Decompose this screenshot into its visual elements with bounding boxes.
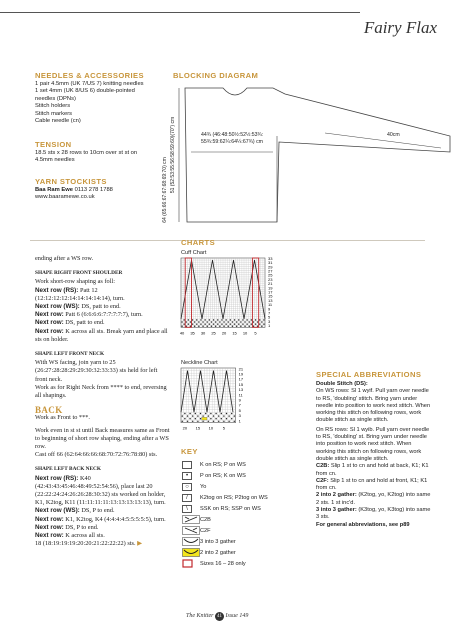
purl-dot <box>249 321 250 322</box>
purl-dot <box>215 413 216 414</box>
row-text: 18 (18:19:19:19:20:20:21:22:22:22) sts. <box>35 540 136 548</box>
general-abbrev-link: For general abbreviations, see p89 <box>316 521 410 528</box>
ds-rs-text: On RS rows: Sl 1 wyib. Pull yarn over needle to RS, 'doubling' st. Bring yarn under needle into position to work next stitch. When working this stitch on following rows, work double stitch as single stitch. <box>316 426 430 462</box>
ds-ws-text: On WS rows: Sl 1 wyif. Pull yarn over needle to RS, 'doubling' stitch. Bring yarn under needle into position to work next stitch. When working this stitch on following rows, work double stitch as single stitch. <box>316 388 431 424</box>
instruction-text: With WS facing, join yarn to 25 (26:27:28:28:29:29:30:32:33:33) sts held for left front neck. <box>35 359 158 383</box>
col-label: 40 <box>179 330 185 336</box>
purl-dot <box>213 415 214 416</box>
purl-dot <box>213 421 214 422</box>
purl-dot <box>196 323 197 324</box>
purl-dot <box>213 319 214 320</box>
row-label: 21 <box>268 281 273 287</box>
blocking-diagram <box>165 80 450 230</box>
chart-grid <box>181 368 236 423</box>
c2b-cable-icon <box>182 515 200 524</box>
instruction-row <box>35 287 170 303</box>
purl-dot <box>228 326 229 327</box>
key-label: Yo <box>200 483 207 490</box>
purl-dot <box>236 321 237 322</box>
purl-dot <box>232 321 233 322</box>
row-label: 7 <box>268 310 271 316</box>
instructions-column <box>35 255 170 549</box>
purl-dot <box>195 418 196 419</box>
footer-magazine: The Knitter <box>186 613 214 619</box>
purl-dot <box>190 321 191 322</box>
instruction-row <box>35 524 170 532</box>
purl-dot <box>196 319 197 320</box>
purl-dot <box>223 415 224 416</box>
footer-issue: Issue 149 <box>225 613 249 619</box>
key-label: P on RS; K on WS <box>200 472 246 479</box>
row-label: 5 <box>268 314 271 320</box>
purl-dot <box>242 323 243 324</box>
purl-dot <box>226 418 227 419</box>
abbrev-heading: SPECIAL ABBREVIATIONS <box>316 370 422 379</box>
intro-text: ending after a WS row. <box>35 255 94 262</box>
shape-left-neck-heading: SHAPE LEFT FRONT NECK <box>35 351 105 358</box>
purl-dot <box>234 415 235 416</box>
purl-dot <box>219 321 220 322</box>
stockists-text <box>35 187 165 202</box>
purl-dot <box>259 319 260 320</box>
purl-dot <box>189 413 190 414</box>
purl-dot <box>181 321 182 322</box>
purl-dot <box>232 326 233 327</box>
row-label: Next row (RS): <box>35 474 79 482</box>
purl-dot <box>202 326 203 327</box>
key-item <box>182 459 312 470</box>
instruction-row <box>35 328 170 344</box>
sweater-outline <box>185 88 450 222</box>
chest-label-a: 44¾ (46:48:50½:52½:53¾: <box>201 132 264 138</box>
purl-dot <box>207 321 208 322</box>
g3-text: (K3tog, yo, K3tog) into same 3 sts. <box>316 507 431 521</box>
chart-grid <box>181 258 265 327</box>
instruction-text: Work as for Right Neck from **** to end, reversing all shapings. <box>35 383 167 400</box>
red-outline-icon <box>182 559 200 568</box>
col-label: 15 <box>195 425 201 431</box>
purl-dot <box>253 326 254 327</box>
purl-dot <box>182 415 183 416</box>
purl-dot <box>228 421 229 422</box>
purl-dot <box>210 418 211 419</box>
col-label: 30 <box>200 330 206 336</box>
purl-dot <box>251 319 252 320</box>
stockist-web[interactable]: www.baaramewe.co.uk <box>35 194 95 201</box>
row-label: Next row (RS): <box>35 286 79 294</box>
col-label: 5 <box>222 425 226 431</box>
row-label: 13 <box>268 297 273 303</box>
purl-dot <box>208 421 209 422</box>
tension-text <box>35 150 165 165</box>
key-label: 2 into 2 gather <box>200 549 236 556</box>
purl-dot <box>202 321 203 322</box>
purl-dot <box>234 319 235 320</box>
instruction-row <box>35 319 170 327</box>
needles-line: Stitch holders <box>35 103 71 110</box>
instruction-text: Work as Front to ***. <box>35 414 90 422</box>
key-item <box>182 514 312 525</box>
purl-dot <box>207 326 208 327</box>
row-label: 15 <box>268 293 273 299</box>
purl-dot <box>263 323 264 324</box>
chest-label-b: 55¾:59:62¼:64¼:67¾) cm <box>201 139 264 145</box>
purl-dot <box>184 413 185 414</box>
row-label: Next row (WS): <box>35 507 80 515</box>
purl-dot <box>197 415 198 416</box>
key-heading: KEY <box>181 447 198 456</box>
key-item <box>182 525 312 536</box>
row-label: 15 <box>238 381 244 387</box>
key-item <box>182 481 312 492</box>
purl-dot <box>188 323 189 324</box>
purl-dot <box>223 421 224 422</box>
purl-dot <box>251 323 252 324</box>
purl-dot <box>204 323 205 324</box>
purl-dot <box>213 323 214 324</box>
row-text: K40 (42:43:43:45:46:48:49:52:54:56), place last 20 (22:22:24:24:26:26:28:30:32) sts worked on holder, K1, K2tog, K11 (11:11:11:11:13:13:13:13:13), turn. <box>35 474 166 507</box>
tension-line: 18.5 sts x 28 rows to 10cm over st st on <box>35 150 138 156</box>
c2b-label: C2B: <box>316 463 330 470</box>
row-label: 33 <box>268 255 273 261</box>
col-label: 20 <box>221 330 227 336</box>
instruction-row <box>35 540 170 548</box>
page-title: Fairy Flax <box>363 18 437 37</box>
purl-dot <box>183 323 184 324</box>
purl-dot <box>209 319 210 320</box>
purl-dot <box>257 326 258 327</box>
needles-line: 1 set 4mm (UK 8/US 6) double-pointed <box>35 88 135 95</box>
needles-line: 1 pair 4.5mm (UK 7/US 7) knitting needles <box>35 81 144 87</box>
purl-dot <box>195 413 196 414</box>
row-text: DS, patt to end. <box>79 303 121 311</box>
key-label: K2tog on RS; P2tog on WS <box>200 494 268 501</box>
instruction-row <box>35 507 170 515</box>
purl-dot <box>221 418 222 419</box>
purl-dot <box>234 421 235 422</box>
key-label: SSK on RS; SSP on WS <box>200 505 261 512</box>
instruction-row <box>35 475 170 508</box>
needles-line: Cable needle (cn) <box>35 118 81 125</box>
c2f-cable-icon <box>182 526 200 535</box>
col-label: 25 <box>211 330 216 336</box>
purl-dot <box>187 415 188 416</box>
c2f-label: C2F: <box>316 477 329 484</box>
continue-arrow-icon: ▶ <box>137 540 142 548</box>
purl-dot <box>208 415 209 416</box>
gather-3-icon <box>182 537 200 546</box>
row-label: 23 <box>268 276 273 282</box>
g2-text: (K2tog, yo, K2tog) into same 2 sts. 1 st inc'd. <box>316 492 431 506</box>
neckline-chart <box>181 368 311 434</box>
footer <box>186 612 248 621</box>
key-item <box>182 558 312 569</box>
row-label: 3 <box>238 413 241 419</box>
purl-dot <box>236 326 237 327</box>
purl-dot <box>188 319 189 320</box>
ds-heading: Double Stitch (DS): <box>316 381 368 387</box>
purl-dot <box>261 326 262 327</box>
purl-dot <box>255 319 256 320</box>
purl-dot <box>218 415 219 416</box>
purl-dot <box>225 319 226 320</box>
purl-dot <box>225 323 226 324</box>
purl-dot <box>228 415 229 416</box>
purl-dot <box>192 415 193 416</box>
tension-line: 4.5mm needles <box>35 157 75 164</box>
purl-dot <box>215 418 216 419</box>
row-text: DS, patt to end. <box>63 319 105 327</box>
purl-dot <box>246 319 247 320</box>
purl-dot <box>192 323 193 324</box>
row-label: 9 <box>238 397 241 403</box>
purl-dot <box>221 319 222 320</box>
row-label: 25 <box>268 272 273 278</box>
instruction-text: Work short-row shaping as foll: <box>35 278 115 286</box>
purl-dot <box>244 321 245 322</box>
purl-dot <box>200 418 201 419</box>
purl-dot <box>219 326 220 327</box>
purl-dot <box>190 326 191 327</box>
key-item <box>182 503 312 514</box>
purl-dot <box>263 319 264 320</box>
row-label: Next row: <box>35 515 64 523</box>
charts-heading: CHARTS <box>181 238 216 247</box>
row-label: 21 <box>238 366 244 372</box>
purl-dot <box>215 321 216 322</box>
key-item <box>182 536 312 547</box>
row-label: 9 <box>268 306 271 312</box>
purl-dot <box>257 321 258 322</box>
row-text: K1, K2tog, K4 (4:4:4:4:5:5:5:5:5), turn. <box>63 515 166 523</box>
purl-dot <box>240 321 241 322</box>
row-text: DS, P to end. <box>63 523 99 531</box>
purl-dot <box>209 323 210 324</box>
purl-dot <box>186 326 187 327</box>
cuff-chart <box>179 255 391 338</box>
purl-dot <box>211 321 212 322</box>
purl-dot <box>255 323 256 324</box>
purl-dot <box>261 321 262 322</box>
purl-dot <box>259 323 260 324</box>
back-heading: BACK <box>35 405 63 416</box>
purl-dot <box>211 326 212 327</box>
shape-left-back-heading: SHAPE LEFT BACK NECK <box>35 466 101 473</box>
row-text: DS, P to end. <box>79 507 115 515</box>
row-label: 17 <box>238 376 244 382</box>
length-label: 51 (52:53:55:56:58:59:60)(70") cm <box>170 116 176 194</box>
stockist-phone: 0113 278 1788 <box>74 187 113 193</box>
header-rule <box>0 12 360 13</box>
row-label: 29 <box>268 264 273 270</box>
k2tog-slash-icon: / <box>182 494 192 502</box>
col-label: 35 <box>190 330 195 336</box>
purl-dot <box>221 323 222 324</box>
row-label: 13 <box>238 387 244 393</box>
col-label: 5 <box>254 330 257 336</box>
purl-dot <box>194 326 195 327</box>
row-label: 31 <box>268 260 273 266</box>
purl-dot <box>231 413 232 414</box>
key-list <box>182 459 312 569</box>
purl-dot <box>197 421 198 422</box>
row-label: 1 <box>238 418 241 424</box>
purl-dot <box>189 418 190 419</box>
stockists-heading: YARN STOCKISTS <box>35 177 107 186</box>
page-number-badge: 41 <box>217 614 223 619</box>
purl-dot <box>210 413 211 414</box>
col-label: 10 <box>208 425 214 431</box>
height-label: 64 (65:66:67:67:68:69:70) cm <box>162 157 168 223</box>
row-label: 1 <box>268 323 271 329</box>
purl-dot <box>198 321 199 322</box>
row-label: Next row: <box>35 311 64 319</box>
abbrev-text <box>316 381 431 529</box>
purl-dot <box>253 321 254 322</box>
gather-2-icon <box>182 548 200 557</box>
neckline-chart-title: Neckline Chart <box>181 360 218 366</box>
purl-dot <box>223 321 224 322</box>
row-label: Next row: <box>35 327 64 335</box>
sleeve-label: 40cm <box>387 132 400 138</box>
shape-right-shoulder-heading: SHAPE RIGHT FRONT SHOULDER <box>35 270 123 277</box>
instruction-row <box>35 516 170 524</box>
purl-dot <box>231 418 232 419</box>
key-label: Sizes 16 – 28 only <box>200 560 246 567</box>
purl-dot <box>230 323 231 324</box>
row-label: 11 <box>238 392 243 398</box>
purl-dot <box>194 321 195 322</box>
blocking-heading: BLOCKING DIAGRAM <box>173 71 259 80</box>
row-label: Next row: <box>35 532 64 540</box>
g3-label: 3 into 3 gather: <box>316 507 357 514</box>
purl-dot <box>223 326 224 327</box>
instruction-text: Work even in st st until Back measures same as Front to beginning of short row shaping, ending after a WS row. <box>35 426 170 451</box>
purl-dot <box>192 421 193 422</box>
ssk-backslash-icon: \ <box>182 505 192 513</box>
row-text: Patt 6 (6:6:6:6:7:7:7:7:7), turn. <box>63 311 143 319</box>
col-label: 20 <box>182 425 188 431</box>
purl-dot <box>217 323 218 324</box>
row-label: 19 <box>238 371 244 377</box>
purl-dot <box>238 323 239 324</box>
instruction-text: Cast off 66 (62:64:66:66:68:70:72:76:78:80) sts. <box>35 451 158 459</box>
row-label: 17 <box>268 289 273 295</box>
purl-dot <box>238 319 239 320</box>
instruction-row <box>35 303 170 311</box>
purl-dot <box>202 421 203 422</box>
purl-dot <box>215 326 216 327</box>
row-label: 27 <box>268 268 273 274</box>
col-label: 10 <box>242 330 248 336</box>
key-label: C2F <box>200 527 211 534</box>
c2b-text: Slip 1 st to cn and hold at back, K1; K1 from cn. <box>316 463 429 477</box>
purl-dot <box>186 321 187 322</box>
row-label: 5 <box>238 407 241 413</box>
row-label: Next row: <box>35 319 64 327</box>
knit-symbol <box>182 461 192 469</box>
row-label: 3 <box>268 318 271 324</box>
row-text: Patt 12 (12:12:12:12:14:14:14:14:14), turn. <box>35 286 125 302</box>
purl-dot <box>200 413 201 414</box>
purl-dot <box>202 415 203 416</box>
purl-dot <box>205 413 206 414</box>
stockist-name: Baa Ram Ewe <box>35 187 74 193</box>
purl-dot <box>234 323 235 324</box>
key-item <box>182 547 312 558</box>
purl-dot <box>198 326 199 327</box>
purl-dot <box>242 319 243 320</box>
c2f-text: Slip 1 st to cn and hold at front, K1; K1 from cn. <box>316 477 428 492</box>
purl-dot <box>244 326 245 327</box>
tension-heading: TENSION <box>35 140 72 149</box>
purl-dot-icon: • <box>182 472 192 480</box>
purl-dot <box>218 421 219 422</box>
g2-label: 2 into 2 gather: <box>316 492 357 499</box>
needles-line: needles (DPNs) <box>35 95 76 102</box>
purl-dot <box>246 323 247 324</box>
row-label: 11 <box>268 302 273 308</box>
purl-dot <box>221 413 222 414</box>
section-divider <box>30 240 425 241</box>
row-label: Next row: <box>35 523 64 531</box>
purl-dot <box>217 319 218 320</box>
needles-list <box>35 81 165 125</box>
purl-dot <box>230 319 231 320</box>
purl-dot <box>204 319 205 320</box>
purl-dot <box>200 323 201 324</box>
row-label: 19 <box>268 285 273 291</box>
needles-line: Stitch markers <box>35 110 73 117</box>
row-text: K across all sts. Break yarn and place all sts on holder. <box>35 327 168 343</box>
gather-cell <box>202 417 207 420</box>
yo-circle-icon: ○ <box>182 483 192 491</box>
key-label: K on RS; P on WS <box>200 461 246 468</box>
row-label: 7 <box>238 402 241 408</box>
purl-dot <box>200 319 201 320</box>
needles-heading: NEEDLES & ACCESSORIES <box>35 71 144 80</box>
purl-dot <box>192 319 193 320</box>
purl-dot <box>181 326 182 327</box>
purl-dot <box>240 326 241 327</box>
purl-dot <box>184 418 185 419</box>
key-item <box>182 492 312 503</box>
cuff-chart-title: Cuff Chart <box>181 250 207 256</box>
row-label: Next row (WS): <box>35 303 80 311</box>
purl-dot <box>187 421 188 422</box>
side-measure <box>160 150 168 230</box>
row-text: K across all sts. <box>63 532 105 540</box>
purl-dot <box>183 319 184 320</box>
purl-dot <box>226 413 227 414</box>
key-label: C2B <box>200 516 211 523</box>
key-item <box>182 470 312 481</box>
purl-dot <box>249 326 250 327</box>
purl-dot <box>228 321 229 322</box>
instruction-row <box>35 532 170 540</box>
instruction-row <box>35 311 170 319</box>
key-label: 3 into 3 gather <box>200 538 236 545</box>
purl-dot <box>182 421 183 422</box>
col-label: 15 <box>232 330 237 336</box>
